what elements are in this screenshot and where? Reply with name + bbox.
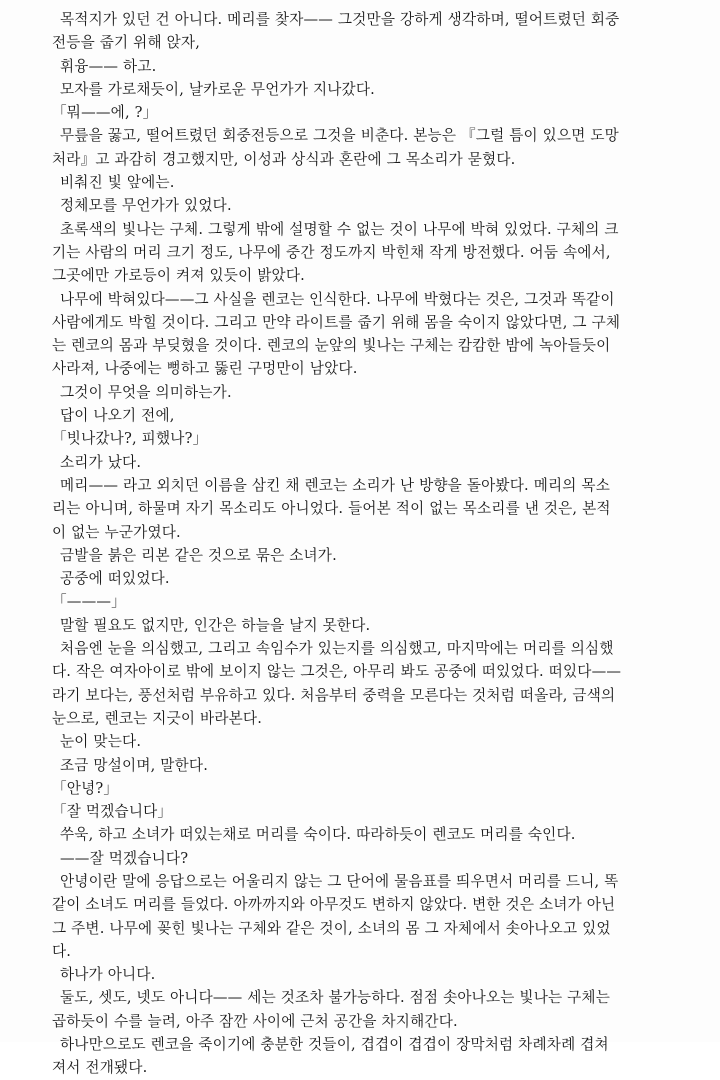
text-line: 기는 사람의 머리 크기 정도, 나무에 중간 정도까지 박힌채 작게 방전했다. 어둠 속에서,	[52, 243, 611, 261]
text-line: 「뭐——에, ?」	[52, 104, 158, 122]
text-line: 져서 전개됐다.	[52, 1059, 148, 1077]
text-line: 하나가 아니다.	[60, 966, 156, 984]
text-line: 목적지가 있던 건 아니다. 메리를 찾자—— 그것만을 강하게 생각하며, 떨어트렸던 회중	[60, 11, 620, 28]
text-line: 곱하듯이 수를 늘려, 아주 잠깐 사이에 근처 공간을 차지해간다.	[52, 1012, 458, 1030]
text-line: 휘융—— 하고.	[60, 57, 157, 75]
text-line: 다. 작은 여자아이로 밖에 보이지 않는 그것은, 아무리 봐도 공중에 떠있었다. 떠있다——	[52, 663, 622, 681]
text-line: 금발을 붉은 리본 같은 것으로 묶은 소녀가.	[60, 546, 337, 564]
text-line: 비춰진 빛 앞에는.	[60, 174, 175, 192]
text-line: 안녕이란 말에 응답으로는 어울리지 않는 그 단어에 물음표를 띄우면서 머리를 드니, 똑	[60, 872, 619, 890]
text-line: 정체모를 무언가가 있었다.	[60, 197, 232, 215]
text-line: 처음엔 눈을 의심했고, 그리고 속임수가 있는지를 의심했고, 마지막에는 머리를 의심했	[60, 640, 614, 658]
body-text	[52, 8, 672, 1080]
text-line: 둘도, 셋도, 넷도 아니다—— 세는 것조차 불가능하다. 점점 솟아나오는 빛나는 구체는	[60, 989, 611, 1007]
text-line: 그곳에만 가로등이 켜져 있듯이 밝았다.	[52, 267, 305, 285]
text-line: 이 없는 누군가였다.	[52, 523, 181, 541]
text-line: 「안녕?」	[52, 779, 119, 797]
text-line: 「빗나갔나?, 피했나?」	[52, 430, 208, 448]
text-line: 「잘 먹겠습니다」	[52, 803, 173, 821]
text-line: 쑤욱, 하고 소녀가 떠있는채로 머리를 숙이다. 따라하듯이 렌코도 머리를 숙인다.	[60, 826, 576, 844]
text-line: ——잘 먹겠습니다?	[60, 849, 189, 867]
text-line: 는 렌코의 몸과 부딪혔을 것이다. 렌코의 눈앞의 빛나는 구체는 캄캄한 밤에 녹아들듯이	[52, 337, 611, 355]
text-line: 답이 나오기 전에,	[60, 407, 175, 425]
text-line: 「———」	[52, 593, 126, 611]
text-line: 나무에 박혀있다——그 사실을 렌코는 인식한다. 나무에 박혔다는 것은, 그것과 똑같이	[60, 290, 615, 308]
text-line: 그것이 무엇을 의미하는가.	[60, 383, 232, 401]
text-line: 모자를 가로채듯이, 날카로운 무언가가 지나갔다.	[60, 80, 375, 98]
text-line: 라기 보다는, 풍선처럼 부유하고 있다. 처음부터 중력을 모른다는 것처럼 떠올라, 금색의	[52, 686, 616, 704]
text-line: 사라져, 나중에는 뻥하고 뚫린 구멍만이 남았다.	[52, 360, 358, 378]
text-line: 그 주변. 나무에 꽂힌 빛나는 구체와 같은 것이, 소녀의 몸 그 자체에서 솟아나오고 있었	[52, 919, 611, 937]
text-line: 공중에 떠있었다.	[60, 570, 170, 588]
text-line: 하나만으로도 렌코을 죽이기에 충분한 것들이, 겹겹이 겹겹이 장막처럼 차례차례 겹쳐	[60, 1036, 609, 1054]
text-line: 같이 소녀도 머리를 들었다. 아까까지와 아무것도 변하지 않았다. 변한 것은 소녀가 아닌	[52, 896, 616, 914]
text-line: 눈으로, 렌코는 지긋이 바라본다.	[52, 709, 263, 727]
text-line: 리는 아니며, 하물며 자기 목소리도 아니었다. 들어본 적이 없는 목소리를 낸 것은, 본적	[52, 500, 611, 518]
text-line: 초록색의 빛나는 구체. 그렇게 밖에 설명할 수 없는 것이 나무에 박혀 있었다. 구체의 크	[60, 220, 619, 238]
text-line: 사람에게도 박힐 것이다. 그리고 만약 라이트를 줍기 위해 몸을 숙이지 않았다면, 그 구체	[52, 313, 621, 331]
text-line: 조금 망설이며, 말한다.	[60, 756, 209, 774]
text-line: 눈이 맞는다.	[60, 733, 142, 751]
text-line: 무릎을 꿇고, 떨어트렸던 회중전등으로 그것을 비춘다. 본능은 『그럴 틈이 있으면 도망	[60, 127, 619, 145]
text-line: 말할 필요도 없지만, 인간은 하늘을 날지 못한다.	[60, 616, 371, 634]
text-line: 다.	[52, 942, 72, 960]
text-line: 소리가 났다.	[60, 453, 142, 471]
text-line: 처라』고 과감히 경고했지만, 이성과 상식과 혼란에 그 목소리가 묻혔다.	[52, 150, 516, 168]
text-line: 메리—— 라고 외치던 이름을 삼킨 채 렌코는 소리가 난 방향을 돌아봤다. 메리의 목소	[60, 476, 611, 494]
text-line: 전등을 줍기 위해 앉자,	[52, 34, 201, 52]
